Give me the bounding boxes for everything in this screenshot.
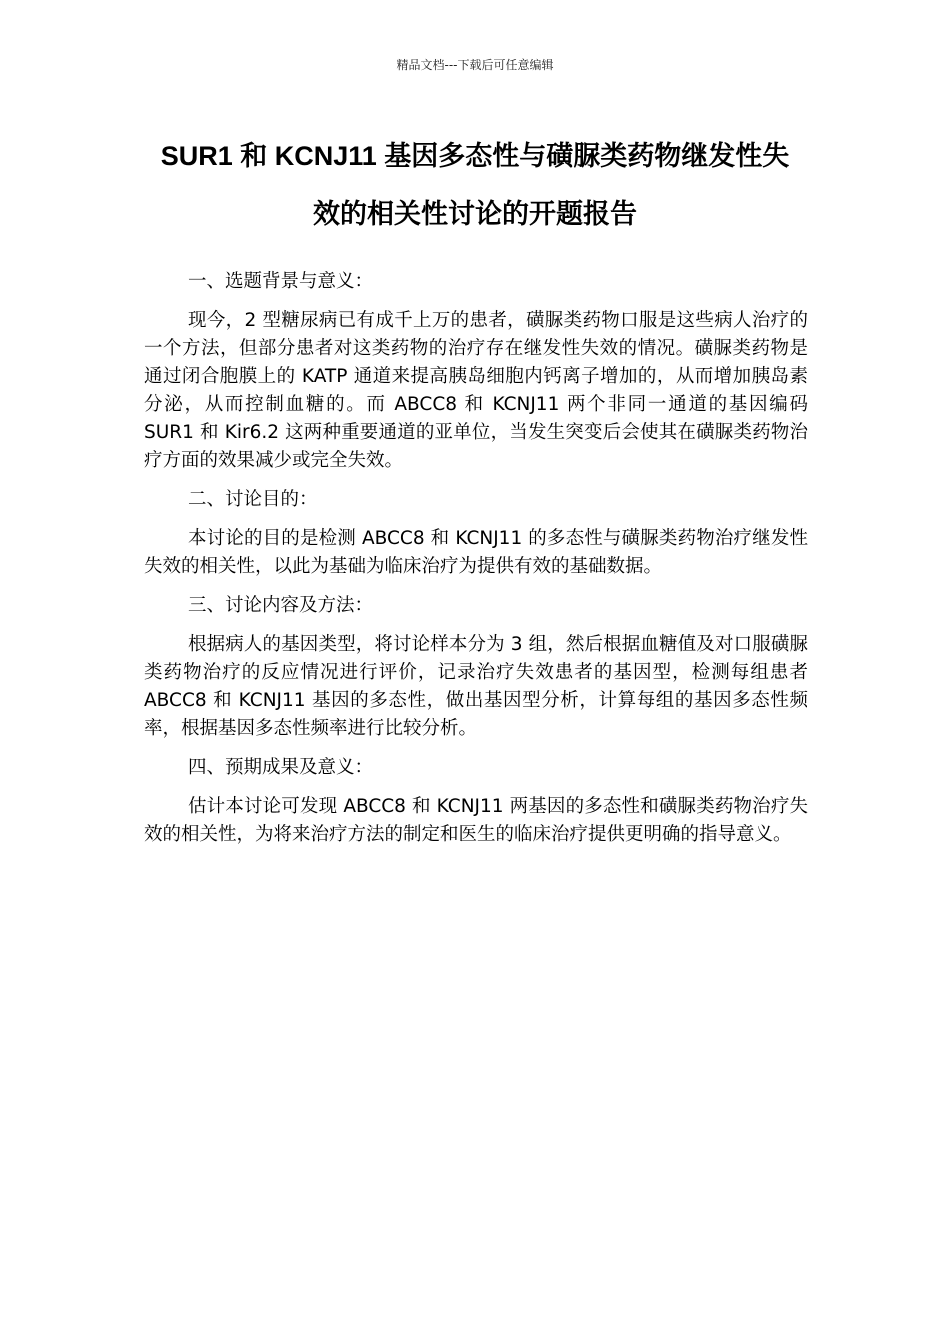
document-body (144, 268, 808, 860)
document-title (120, 127, 830, 243)
section-heading-purpose: 二、讨论目的： (188, 489, 318, 510)
section-heading-outcomes: 四、预期成果及意义： (188, 757, 374, 778)
section-paragraph-purpose: 本讨论的目的是检测 ABCC8 和 KCNJ11 的多态性与磺脲类药物治疗继发性失效的相关性，以此为基础为临床治疗为提供有效的基础数据。 (144, 528, 808, 577)
section-heading-methods: 三、讨论内容及方法： (188, 595, 374, 616)
section-paragraph-outcomes: 估计本讨论可发现 ABCC8 和 KCNJ11 两基因的多态性和磺脲类药物治疗失效的相关性，为将来治疗方法的制定和医生的临床治疗提供更明确的指导意义。 (144, 796, 808, 845)
document-title-line-1: SUR1 和 KCNJ11 基因多态性与磺脲类药物继发性失 (160, 141, 790, 171)
section-paragraph-methods: 根据病人的基因类型，将讨论样本分为 3 组，然后根据血糖值及对口服磺脲类药物治疗的反应情况进行评价，记录治疗失效患者的基因型，检测每组患者 ABCC8 和 KCNJ11 基因的多态性，做出基因型分析，计算每组的基因多态性频率，根据基因多态性频率进行比较分析。 (144, 634, 808, 739)
section-paragraph-background: 现今，2 型糖尿病已有成千上万的患者，磺脲类药物口服是这些病人治疗的一个方法，但部分患者对这类药物的治疗存在继发性失效的情况。磺脲类药物是通过闭合胞膜上的 KATP 通道来提高胰岛细胞内钙离子增加的，从而增加胰岛素分泌，从而控制血糖的。而 ABCC8 和 KCNJ11 两个非同一通道的基因编码 SUR1 和 Kir6.2 这两种重要通道的亚单位，当发生突变后会使其在磺脲类药物治疗方面的效果减少或完全失效。 (144, 310, 808, 471)
page-header: 精品文档---下载后可任意编辑 (396, 58, 554, 72)
section-heading-background: 一、选题背景与意义： (188, 271, 374, 292)
document-title-line-2: 效的相关性讨论的开题报告 (313, 199, 637, 229)
